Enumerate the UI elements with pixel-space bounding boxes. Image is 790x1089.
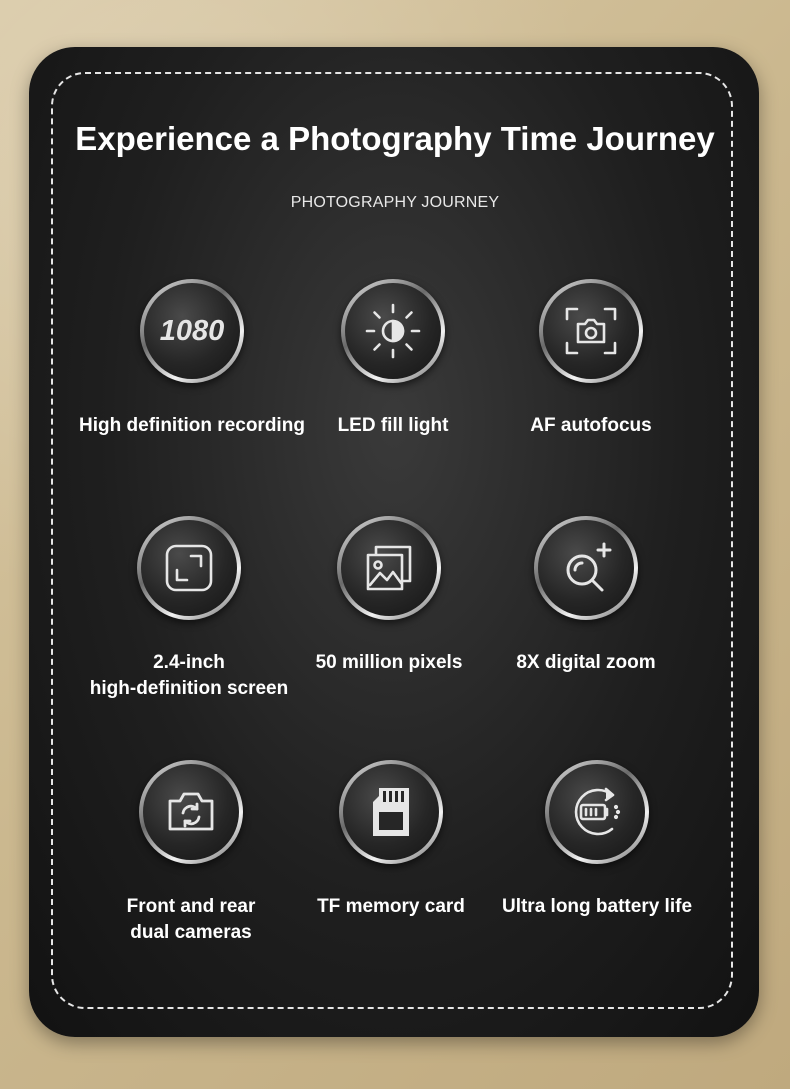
feature-label: LED fill light bbox=[337, 415, 449, 436]
camera-switch-icon bbox=[162, 783, 220, 841]
brightness-icon bbox=[361, 299, 425, 363]
feature-label: AF autofocus bbox=[530, 415, 652, 436]
feature-af-autofocus bbox=[466, 279, 716, 439]
page-title: Experience a Photography Time Journey bbox=[75, 120, 715, 157]
feature-label: TF memory card bbox=[317, 896, 465, 917]
feature-label: 50 million pixels bbox=[315, 652, 463, 673]
feature-label: Ultra long battery life bbox=[501, 896, 693, 917]
feature-label: 8X digital zoom bbox=[516, 652, 656, 673]
feature-digital-zoom bbox=[461, 516, 711, 676]
feature-battery-life bbox=[472, 760, 722, 920]
image-stack-icon bbox=[360, 539, 418, 597]
page-subtitle: PHOTOGRAPHY JOURNEY bbox=[290, 194, 500, 211]
screen-frame-icon bbox=[161, 540, 217, 596]
focus-camera-icon bbox=[561, 301, 621, 361]
battery-charge-icon bbox=[566, 781, 628, 843]
sd-card-icon bbox=[363, 784, 419, 840]
zoom-in-icon bbox=[556, 538, 616, 598]
feature-label: Front and rear dual cameras bbox=[126, 896, 256, 943]
feature-label: High definition recording bbox=[79, 415, 305, 436]
1080-icon bbox=[152, 311, 232, 351]
1080-icon-text: 1080 bbox=[159, 315, 225, 347]
feature-label: 2.4-inch high-definition screen bbox=[89, 652, 289, 699]
